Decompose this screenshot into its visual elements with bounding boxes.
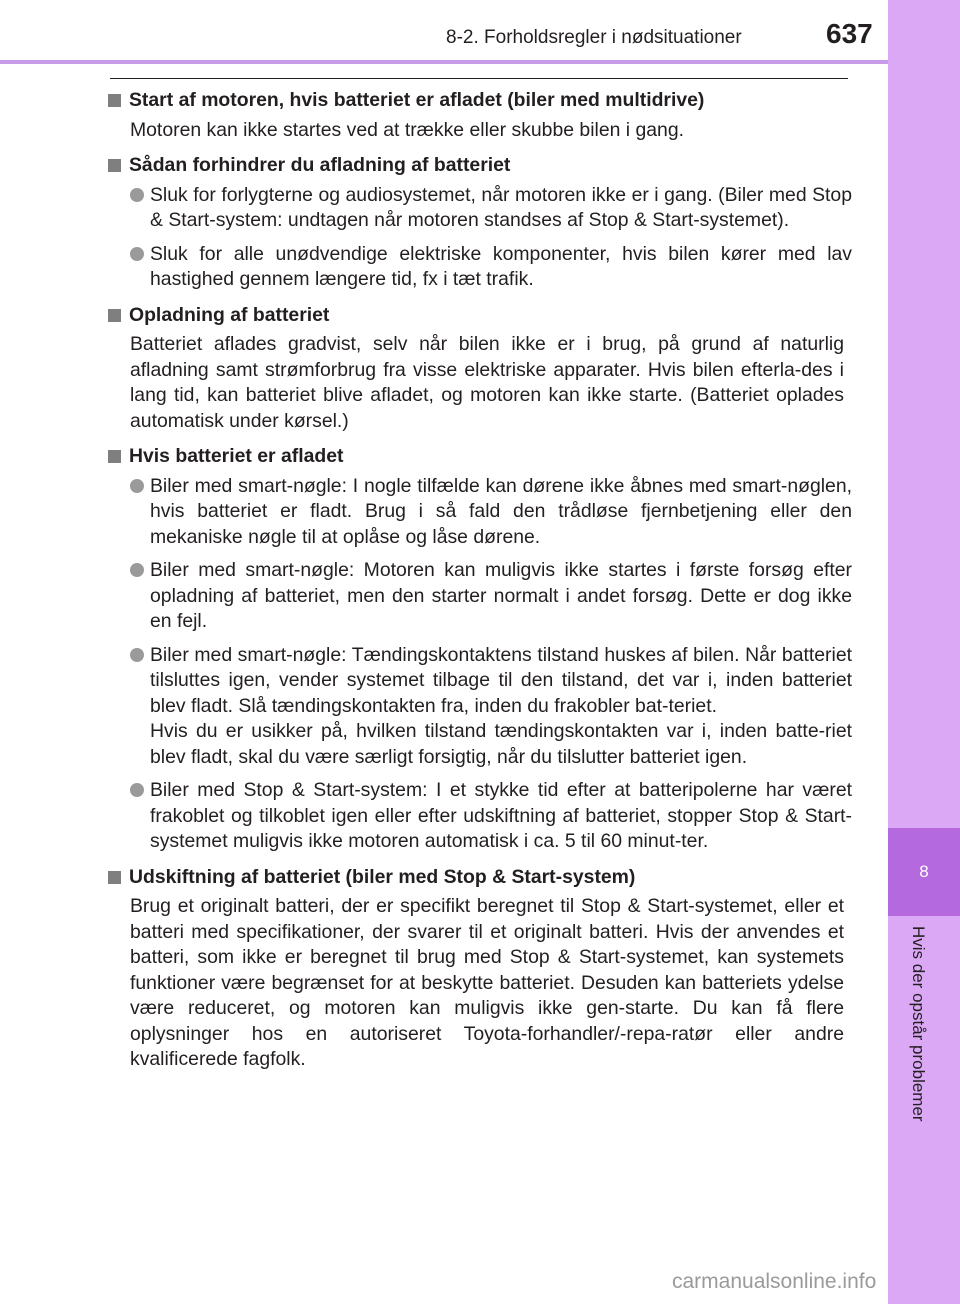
list-item (130, 183, 852, 234)
list-item-text: Sluk for forlygterne og audiosystemet, når motoren ikke er i gang. (Biler med Stop & Start-system: undtagen når motoren standses af Stop & Start-systemet). (150, 183, 852, 231)
list-item (130, 558, 852, 635)
square-bullet-icon (108, 871, 121, 884)
circle-bullet-icon (130, 648, 144, 662)
circle-bullet-icon (130, 247, 144, 261)
section-heading (108, 865, 852, 891)
section-heading (108, 444, 852, 470)
paragraph: Motoren kan ikke startes ved at trække eller skubbe bilen i gang. (130, 118, 684, 141)
list-item-text: Biler med Stop & Start-system: I et stykke tid efter at batteripolerne har været frakoblet og tilkoblet igen eller efter udskiftning af batteriet, stopper Stop & Start-systemet muligvis ikke motoren automatisk i ca. 5 til 60 minut-ter. (150, 779, 852, 852)
section-heading-text: Udskiftning af batteriet (biler med Stop & Start-system) (129, 865, 636, 888)
section-title: 8-2. Forholdsregler i nødsituationer (446, 27, 742, 48)
watermark: carmanualsonline.info (672, 1270, 877, 1293)
chapter-number: 8 (888, 828, 960, 916)
list-item (130, 242, 852, 293)
list-item (130, 474, 852, 551)
list-item-text-main: Biler med smart-nøgle: Tændingskontaktens tilstand huskes af bilen. Når batteriet tilsluttes igen, vender systemet tilbage til den tilstand, det var i, inden batteriet blev fladt. Slå tændingskontakten fra, inden du frakobler bat-teriet. (150, 643, 852, 717)
circle-bullet-icon (130, 188, 144, 202)
list-item-text-note: Hvis du er usikker på, hvilken tilstand tændingskontakten var i, inden batte-riet blev fladt, skal du være særligt forsigtig, når du tilslutter batteriet igen. (150, 720, 852, 768)
list-item-text (150, 643, 852, 771)
section-charging (108, 303, 852, 435)
paragraph: Brug et originalt batteri, der er specifikt beregnet til Stop & Start-systemet, eller et batteri med specifikationer, der svarer til et originalt batteri. Hvis der anvendes et batteri, som ikke er beregnet til brug med Stop & Start-systemet, kan systemets funktioner være begrænset for at beskytte batteriet. Desuden kan batteriets ydelse være reduceret, og motoren kan muligvis ikke gen-starte. Du kan få flere oplysninger hos en autoriseret Toyota-forhandler/-repa-ratør eller andre kvalificerede fagfolk. (130, 895, 844, 1070)
section-prevent-discharge (108, 153, 852, 293)
list-item-text: Biler med smart-nøgle: Motoren kan muligvis ikke startes i første forsøg efter opladning af batteriet, men den starter normalt i andet forsøg. Dette er dog ikke en fejl. (150, 559, 852, 632)
section-heading (108, 303, 852, 329)
section-heading (108, 88, 852, 114)
list-item (130, 643, 852, 771)
square-bullet-icon (108, 450, 121, 463)
section-battery-replacement (108, 865, 852, 1073)
circle-bullet-icon (130, 783, 144, 797)
circle-bullet-icon (130, 479, 144, 493)
list-item-text: Sluk for alle unødvendige elektriske komponenter, hvis bilen kører med lav hastighed gennem længere tid, fx i tæt trafik. (150, 242, 852, 290)
page-number: 637 (826, 18, 873, 49)
section-heading-text: Opladning af batteriet (129, 303, 330, 326)
chapter-title: Hvis der opstår problemer (909, 926, 928, 1122)
square-bullet-icon (108, 309, 121, 322)
section-heading-text: Start af motoren, hvis batteriet er afladet (biler med multidrive) (129, 89, 705, 111)
page-content (108, 88, 852, 1083)
section-heading (108, 153, 852, 179)
section-heading-text: Sådan forhindrer du afladning af batteriet (129, 154, 511, 176)
square-bullet-icon (108, 94, 121, 107)
list-item-text: Biler med smart-nøgle: I nogle tilfælde kan dørene ikke åbnes med smart-nøglen, hvis batteriet er fladt. Brug i så fald den trådløse fjernbetjening eller den mekaniske nøgle til at oplåse og låse dørene. (150, 474, 852, 548)
circle-bullet-icon (130, 563, 144, 577)
section-battery-discharged (108, 444, 852, 855)
list-item (130, 778, 852, 855)
section-heading-text: Hvis batteriet er afladet (129, 445, 344, 467)
header-rule (0, 60, 888, 64)
section-start-motor (108, 88, 852, 143)
square-bullet-icon (108, 159, 121, 172)
content-divider (110, 78, 848, 79)
paragraph: Batteriet aflades gradvist, selv når bilen ikke er i brug, på grund af naturlig afladning samt strømforbrug fra visse elektriske apparater. Hvis bilen efterla-des i lang tid, kan batteriet blive afladet, og motoren kan ikke starte. (Batteriet oplades automatisk under kørsel.) (130, 333, 844, 432)
